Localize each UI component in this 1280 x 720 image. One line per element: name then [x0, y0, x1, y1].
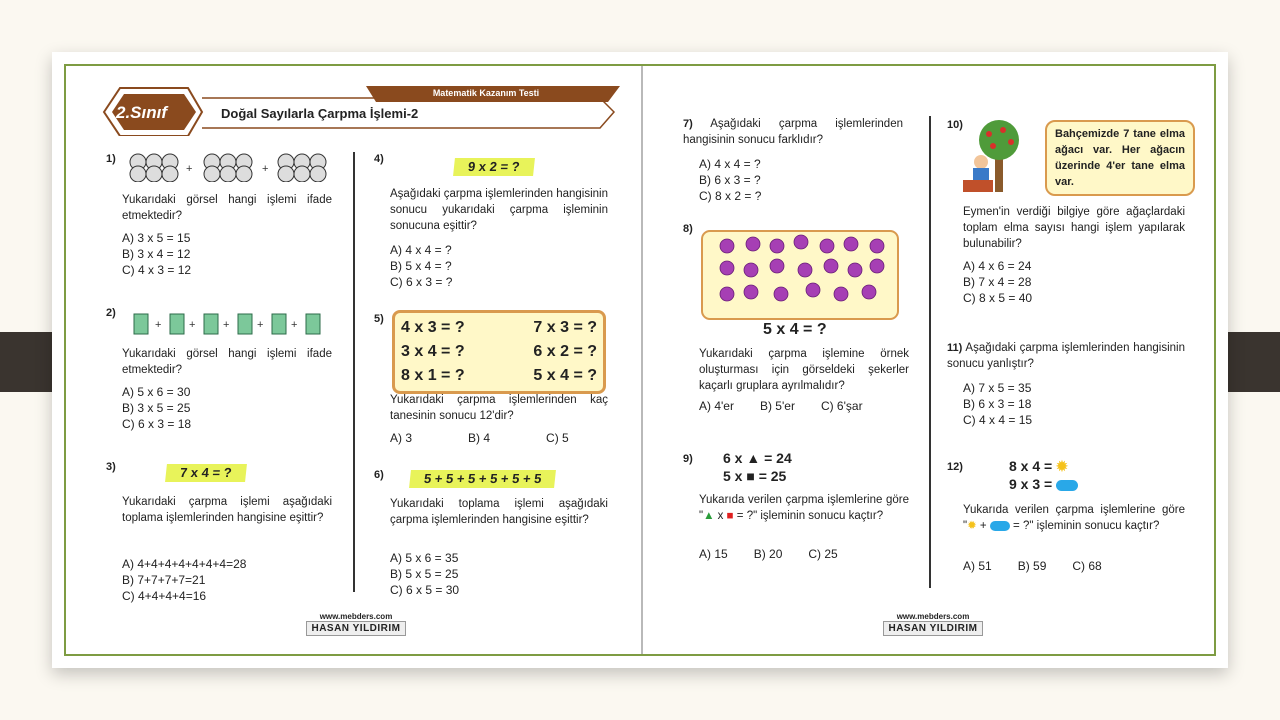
equation-1-wrap: [1009, 458, 1068, 474]
cloud-icon: [1056, 480, 1078, 491]
option-a[interactable]: A) 5 x 6 = 30: [122, 385, 191, 399]
question-text: = ?" işleminin sonucu kaçtır?: [1013, 520, 1160, 532]
equation-2: 9 x 3 =: [1009, 476, 1053, 492]
expr-cell: 4 x 3 = ?: [401, 319, 465, 336]
banner-text: Matematik Kazanım Testi: [432, 88, 540, 98]
option-a[interactable]: A) 4'er: [699, 399, 734, 413]
question-number: 9): [683, 453, 693, 465]
page-title: Doğal Sayılarla Çarpma İşlemi-2: [221, 106, 419, 121]
option-c[interactable]: C) 6'şar: [820, 399, 863, 413]
svg-text:+: +: [155, 319, 162, 331]
option-c[interactable]: C) 4+4+4+4=16: [122, 589, 207, 603]
square-icon: ■: [726, 510, 734, 522]
question-6: [374, 466, 624, 597]
question-8: [683, 220, 923, 413]
expr-cell: 6 x 2 = ?: [533, 343, 597, 360]
question-1: [106, 150, 346, 277]
footer-left: [286, 612, 426, 636]
option-c[interactable]: C) 68: [1072, 559, 1102, 573]
soccer-balls-image: [128, 152, 338, 182]
page-left: [66, 66, 641, 654]
candies-image: [701, 230, 899, 320]
question-text: Aşağıdaki çarpma işlemlerinden hangisinin sonucu yanlıştır?: [947, 342, 1186, 370]
question-12: [947, 458, 1207, 573]
option-c[interactable]: C) 6 x 3 = 18: [122, 417, 192, 431]
expression-highlight: 9 x 2 = ?: [453, 158, 535, 176]
question-number: 2): [106, 307, 116, 319]
footer-brand: HASAN YILDIRIM: [306, 621, 405, 636]
question-5: [374, 310, 624, 445]
question-text: Yukarıda verilen çarpma işlemlerine göre ": [963, 504, 1185, 532]
question-text: = ?" işleminin sonucu kaçtır?: [736, 510, 884, 522]
equation-2-wrap: [1009, 476, 1078, 492]
question-text: Yukarıdaki çarpma işlemlerinden kaç tanesinin sonucu 12'dir?: [390, 394, 608, 422]
tree-boy-image: [963, 118, 1033, 194]
equation-1: 6 x ▲ = 24: [723, 450, 792, 466]
svg-text:+: +: [291, 319, 298, 331]
question-9: [683, 450, 923, 561]
question-text-wrap: [947, 340, 1185, 372]
option-a[interactable]: A) 4 x 6 = 24: [963, 259, 1032, 273]
question-text: Yukarıda verilen çarpma işlemlerine göre ": [699, 494, 909, 522]
footer-brand: HASAN YILDIRIM: [883, 621, 982, 636]
column-divider: [353, 152, 355, 592]
question-number: 10): [947, 119, 963, 131]
equation-2: 5 x ■ = 25: [723, 468, 787, 484]
sun-icon: ✹: [1056, 458, 1068, 474]
option-a[interactable]: A) 15: [699, 547, 728, 561]
svg-text:+: +: [186, 163, 193, 175]
option-b[interactable]: B) 7 x 4 = 28: [963, 275, 1032, 289]
option-a[interactable]: A) 7 x 5 = 35: [963, 381, 1032, 395]
question-text-wrap: Yukarıda verilen çarpma işlemlerine göre "▲ x ■ = ?" işleminin sonucu kaçtır?: [699, 494, 909, 522]
option-b[interactable]: B) 5'er: [759, 399, 795, 413]
expressions-box: [392, 310, 606, 394]
question-number: 4): [374, 153, 384, 165]
footer-site: www.mebders.com: [896, 612, 970, 621]
option-a[interactable]: A) 4 x 4 = ?: [390, 243, 452, 257]
speech-bubble: Bahçemizde 7 tane elma ağacı var. Her ağacın üzerinde 4'er tane elma var.: [1045, 120, 1195, 196]
sun-icon: ✹: [967, 520, 977, 532]
question-2: [106, 304, 346, 431]
question-number: 3): [106, 461, 116, 473]
expr-cell: 7 x 3 = ?: [533, 319, 597, 336]
expression-highlight: 5 + 5 + 5 + 5 + 5 + 5: [409, 470, 556, 488]
svg-text:+: +: [223, 319, 230, 331]
option-b[interactable]: B) 4: [468, 431, 491, 445]
triangle-icon: ▲: [703, 510, 715, 522]
question-10: [947, 116, 1207, 305]
option-a[interactable]: A) 3 x 5 = 15: [122, 231, 191, 245]
question-text: Yukarıdaki görsel hangi işlemi ifade etmektedir?: [122, 194, 332, 222]
svg-text:+: +: [189, 319, 196, 331]
expression: 5 x 4 = ?: [763, 321, 827, 338]
question-text: Yukarıdaki çarpma işlemi aşağıdaki toplama işlemlerinden hangisine eşittir?: [122, 496, 332, 524]
question-number: 7): [683, 118, 693, 130]
svg-text:+: +: [262, 163, 269, 175]
question-text: Aşağıdaki çarpma işlemlerinden hangisinin sonucu yukarıdaki çarpma işleminin sonucuna eşittir?: [390, 188, 608, 232]
worksheet-frame: [64, 64, 1216, 656]
footer-site: www.mebders.com: [319, 612, 393, 621]
page-right: [641, 66, 1218, 654]
option-c[interactable]: C) 4 x 3 = 12: [122, 263, 192, 277]
option-c[interactable]: C) 8 x 2 = ?: [699, 189, 762, 203]
option-c[interactable]: C) 25: [808, 547, 838, 561]
option-b[interactable]: B) 59: [1017, 559, 1047, 573]
expr-cell: 8 x 1 = ?: [401, 367, 465, 384]
equation-1: 8 x 4 =: [1009, 458, 1053, 474]
option-a[interactable]: A) 4 x 4 = ?: [699, 157, 761, 171]
cloud-icon: [990, 521, 1010, 531]
option-a[interactable]: A) 3: [390, 431, 413, 445]
question-number: 1): [106, 153, 116, 165]
question-text: Yukarıdaki görsel hangi işlemi ifade etmektedir?: [122, 348, 332, 376]
footer-right: [863, 612, 1003, 636]
option-c[interactable]: C) 5: [546, 431, 569, 445]
option-a[interactable]: A) 5 x 6 = 35: [390, 551, 459, 565]
question-text: Yukarıdaki çarpma işlemine örnek oluşturması için görseldeki şekerler kaçarlı gruplara ayrılmalıdır?: [699, 348, 909, 392]
question-number: 12): [947, 461, 963, 473]
question-number: 6): [374, 469, 384, 481]
option-c[interactable]: C) 6 x 3 = ?: [390, 275, 453, 289]
question-text-wrap: Yukarıda verilen çarpma işlemlerine göre "✹ + = ?" işleminin sonucu kaçtır?: [963, 504, 1185, 532]
option-a[interactable]: A) 51: [963, 559, 992, 573]
column-divider: [929, 116, 931, 588]
question-text: Eymen'in verdiği bilgiye göre ağaçlardaki toplam elma sayısı hangi işlem yapılarak bulunabilir?: [963, 206, 1185, 250]
option-a[interactable]: A) 4+4+4+4+4+4+4=28: [122, 557, 247, 571]
question-text: Aşağıdaki çarpma işlemlerinden hangisinin sonucu farklıdır?: [683, 118, 903, 146]
option-b[interactable]: B) 20: [753, 547, 783, 561]
cubes-image: [132, 310, 332, 340]
option-b[interactable]: B) 3 x 5 = 25: [122, 401, 191, 415]
option-c[interactable]: C) 4 x 4 = 15: [963, 413, 1033, 427]
option-b[interactable]: B) 6 x 3 = ?: [699, 173, 761, 187]
question-4: [374, 150, 624, 289]
option-b[interactable]: B) 3 x 4 = 12: [122, 247, 191, 261]
expr-cell: 3 x 4 = ?: [401, 343, 465, 360]
worksheet: [52, 52, 1228, 668]
option-b[interactable]: B) 5 x 5 = 25: [390, 567, 459, 581]
option-c[interactable]: C) 8 x 5 = 40: [963, 291, 1033, 305]
option-b[interactable]: B) 5 x 4 = ?: [390, 259, 452, 273]
option-b[interactable]: B) 6 x 3 = 18: [963, 397, 1032, 411]
svg-text:+: +: [257, 319, 264, 331]
question-number: 11): [947, 342, 963, 354]
question-number: 8): [683, 223, 693, 235]
expression-highlight: 7 x 4 = ?: [165, 464, 247, 482]
question-text-wrap: [683, 116, 903, 148]
question-text: Yukarıdaki toplama işlemi aşağıdaki çarpma işlemlerinden hangisine eşittir?: [390, 498, 608, 526]
option-b[interactable]: B) 7+7+7+7=21: [122, 573, 206, 587]
grade-label: 2.Sınıf: [116, 103, 168, 122]
expr-cell: 5 x 4 = ?: [533, 367, 597, 384]
option-c[interactable]: C) 6 x 5 = 30: [390, 583, 460, 597]
question-number: 5): [374, 313, 384, 325]
question-3: [106, 458, 346, 603]
